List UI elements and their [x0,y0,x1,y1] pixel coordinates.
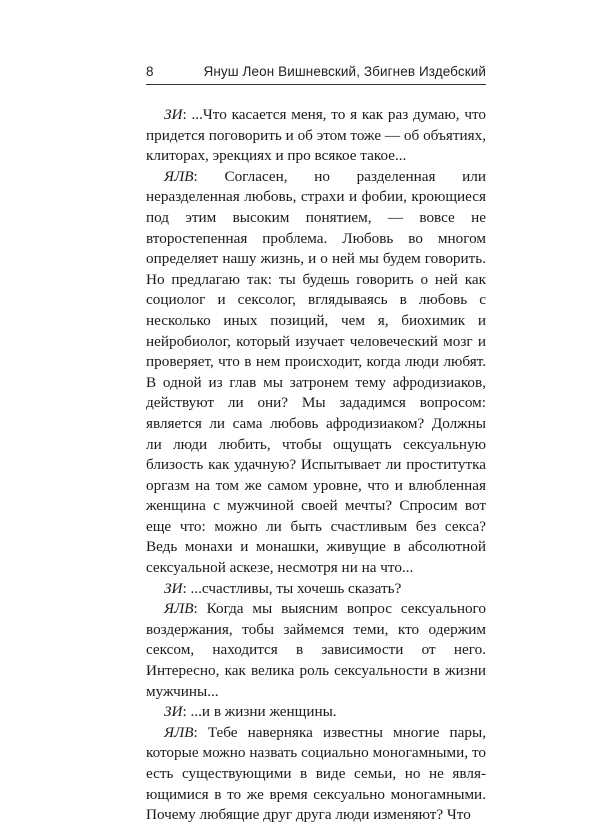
paragraph [146,702,486,723]
running-title: Януш Леон Вишневский, Збигнев Издебский [203,64,486,79]
paragraph [146,167,486,579]
paragraph-text: : Тебе наверняка известны многие пары, которые можно назвать социально моногамными, то есть существующими в виде семьи, но не являющимися в то же время сексуально моногамными. Почему любящие друг друга люди изменяют? Что [146,723,486,824]
running-header [146,64,486,85]
paragraph-text: : ...и в жизни женщины. [182,703,337,721]
paragraph-text: : Когда мы выясним вопрос сексуального воздержания, тобы займемся теми, кто одержим сексом, находится в зависимости от него. Интересно, как велика роль сексуальности в жизни мужчины... [146,600,486,700]
page-number: 8 [146,64,154,79]
speaker-label: ЗИ [164,703,183,721]
paragraph-text: : Согласен, но разделенная или неразделенная любовь, страхи и фобии, кроющиеся под этим высоким понятием, — вовсе не второстепенная проблема. Любовь во многом определяет нашу жизнь, и о ней мы будем говорить. Но предлагаю так: ты будешь говорить о ней как социолог и сексолог, вглядываясь в любовь с несколько иных позиций, чем я, биохимик и нейробиолог, который изучает человеческий мозг и проверяет, что в нем происходит, когда люди любят. В одной из глав мы затронем тему афродизиаков, действуют ли они? Мы зададимся вопросом: является ли сама любовь афродизиаком? Должны ли люди любить, чтобы ощущать сексуальную близость как удачную? Испытывает ли проститутка оргазм на том же самом уровне, что и влюбленная женщина с мужчиной своей мечты? Спросим вот еще что: можно ли быть счастливым без секса? Ведь монахи и монашки, живущие в абсолютной сексуальной аскезе, несмотря ни на что... [146,167,486,577]
paragraph [146,599,486,702]
paragraph [146,723,486,826]
speaker-label: ЯЛВ [164,167,194,185]
speaker-label: ЗИ [164,579,183,597]
paragraph [146,579,486,600]
paragraph-text: : ...Что касается меня, то я как раз думаю, что придется поговорить и об этом тоже — об объятиях, клиторах, эрекциях и про всякое такое... [146,106,486,165]
book-page [146,64,486,826]
speaker-label: ЗИ [164,106,183,123]
paragraph-text: : ...счастливы, ты хочешь сказать? [182,579,402,597]
speaker-label: ЯЛВ [164,723,194,741]
speaker-label: ЯЛВ [164,600,194,618]
paragraph [146,105,486,167]
body-text [146,105,486,826]
